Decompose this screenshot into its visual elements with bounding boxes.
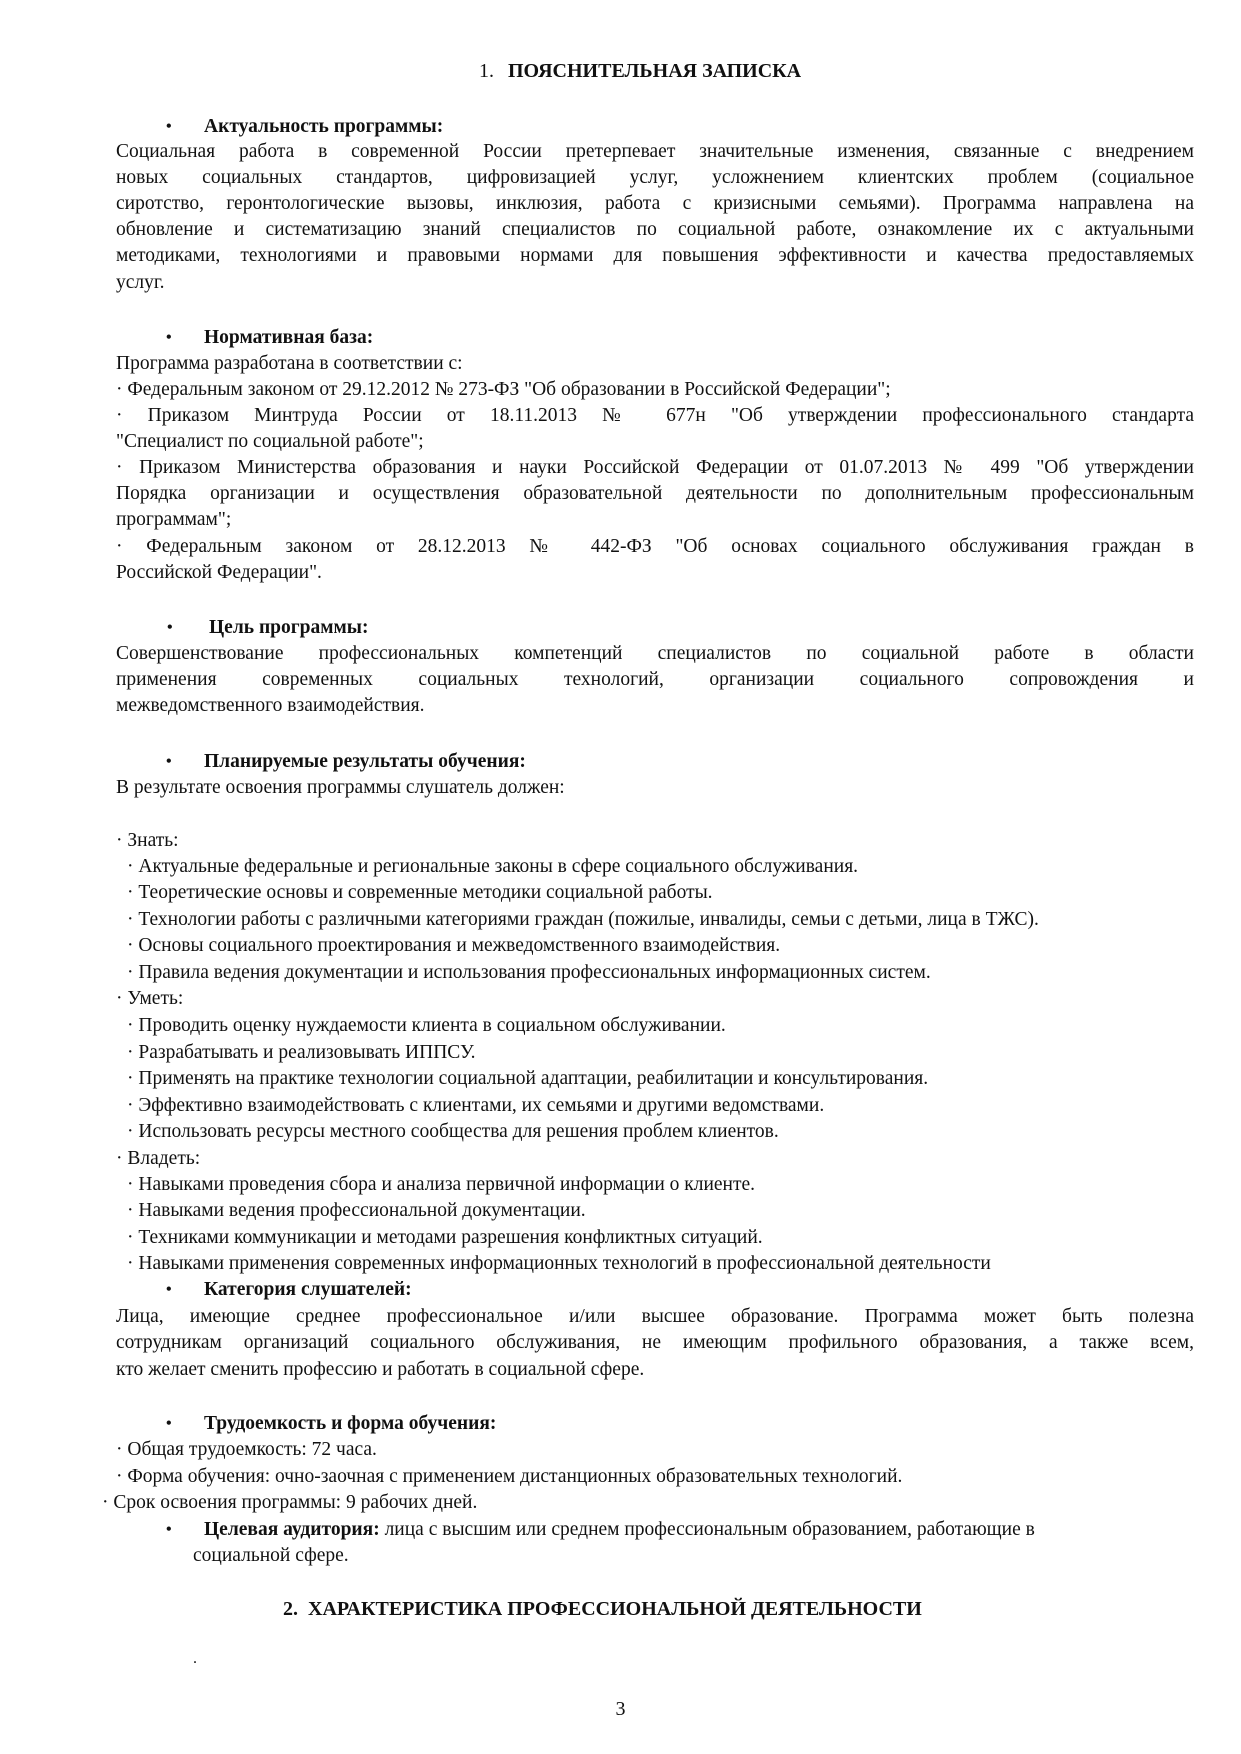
legal-basis-line: Программа разработана в соответствии с: xyxy=(116,353,463,374)
master-item: · Навыками применения современных информационных технологий в профессиональной деятельности xyxy=(127,1253,991,1274)
audience-heading: Целевая аудитория: xyxy=(204,1519,380,1540)
legal-basis-heading-text: Нормативная база: xyxy=(204,327,374,348)
category-heading-text: Категория слушателей: xyxy=(204,1279,412,1300)
relevance-line: услуг. xyxy=(116,272,165,293)
category-line: сотрудникам организаций социального обслуживания, не имеющим профильного образования, а также всем, xyxy=(116,1332,1194,1353)
relevance-heading xyxy=(166,114,443,140)
legal-basis-line: Российской Федерации". xyxy=(116,562,322,583)
relevance-line: методиками, технологиями и правовыми нормами для повышения эффективности и качества предоставляемых xyxy=(116,245,1194,266)
goal-heading-text: Цель программы: xyxy=(209,617,369,638)
bullet-icon: • xyxy=(166,1521,172,1538)
goal-line: Совершенствование профессиональных компетенций специалистов по социальной работе в области xyxy=(116,643,1194,664)
master-item: · Навыками ведения профессиональной документации. xyxy=(127,1200,586,1221)
know-item: · Технологии работы с различными категориями граждан (пожилые, инвалиды, семьи с детьми, лица в ТЖС). xyxy=(127,909,1039,930)
able-item: · Эффективно взаимодействовать с клиентами, их семьями и другими ведомствами. xyxy=(127,1095,825,1116)
bullet-icon: • xyxy=(166,1415,172,1432)
relevance-line: Социальная работа в современной России претерпевает значительные изменения, связанные с внедрением xyxy=(116,141,1194,162)
results-heading-text: Планируемые результаты обучения: xyxy=(204,751,526,772)
master-item: · Техниками коммуникации и методами разрешения конфликтных ситуаций. xyxy=(127,1227,763,1248)
workload-line: · Форма обучения: очно-заочная с применением дистанционных образовательных технологий. xyxy=(116,1466,903,1487)
able-item: · Разрабатывать и реализовывать ИППСУ. xyxy=(127,1042,476,1063)
results-intro: В результате освоения программы слушатель должен: xyxy=(116,777,565,798)
know-item: · Правила ведения документации и использования профессиональных информационных систем. xyxy=(127,962,931,983)
bullet-icon: • xyxy=(166,329,172,346)
section-1-heading xyxy=(479,60,801,83)
legal-basis-line: · Федеральным законом от 28.12.2013 № 442-ФЗ "Об основах социального обслуживания граждан в xyxy=(116,536,1194,557)
section-2-number: 2. xyxy=(283,1598,298,1620)
category-heading xyxy=(166,1277,412,1303)
know-item: · Теоретические основы и современные методики социальной работы. xyxy=(127,882,713,903)
able-item: · Проводить оценку нуждаемости клиента в социальном обслуживании. xyxy=(127,1015,726,1036)
audience-text: лица с высшим или среднем профессиональным образованием, работающие в xyxy=(379,1519,1035,1540)
workload-line: · Общая трудоемкость: 72 часа. xyxy=(116,1439,377,1460)
able-item: · Применять на практике технологии социальной адаптации, реабилитации и консультирования. xyxy=(127,1068,929,1089)
bullet-icon: • xyxy=(166,1281,172,1298)
legal-basis-line: программам"; xyxy=(116,509,232,530)
relevance-heading-text: Актуальность программы: xyxy=(204,116,444,137)
goal-line: межведомственного взаимодействия. xyxy=(116,695,425,716)
bullet-icon: • xyxy=(167,619,173,636)
legal-basis-line: · Приказом Минтруда России от 18.11.2013 № 677н "Об утверждении профессионального стандарта xyxy=(116,405,1194,426)
bullet-icon: • xyxy=(166,753,172,770)
audience-text-continued: социальной сфере. xyxy=(193,1545,349,1566)
able-item: · Использовать ресурсы местного сообщества для решения проблем клиентов. xyxy=(127,1121,779,1142)
legal-basis-line: Порядка организации и осуществления образовательной деятельности по дополнительным профессиональным xyxy=(116,483,1194,504)
page-number: 3 xyxy=(615,1698,626,1720)
bullet-icon: • xyxy=(166,118,172,135)
stray-dot: . xyxy=(193,1650,197,1667)
relevance-line: обновление и систематизацию знаний специалистов по социальной работе, ознакомление их с актуальными xyxy=(116,219,1194,240)
know-item: · Основы социального проектирования и межведомственного взаимодействия. xyxy=(127,935,781,956)
legal-basis-line: "Специалист по социальной работе"; xyxy=(116,431,424,452)
section-1-number: 1. xyxy=(479,60,494,82)
section-1-title: ПОЯСНИТЕЛЬНАЯ ЗАПИСКА xyxy=(508,60,802,82)
know-item: · Актуальные федеральные и региональные законы в сфере социального обслуживания. xyxy=(127,856,859,877)
legal-basis-line: · Федеральным законом от 29.12.2012 № 273-ФЗ "Об образовании в Российской Федерации"; xyxy=(116,379,891,400)
goal-heading xyxy=(167,615,369,641)
results-heading xyxy=(166,749,526,775)
workload-line: · Срок освоения программы: 9 рабочих дней. xyxy=(102,1492,478,1513)
legal-basis-line: · Приказом Министерства образования и науки Российской Федерации от 01.07.2013 № 499 "Об утверждении xyxy=(116,457,1194,478)
relevance-line: сиротство, геронтологические вызовы, инклюзия, работа с кризисными семьями). Программа направлена на xyxy=(116,193,1194,214)
legal-basis-heading xyxy=(166,325,373,351)
workload-heading-text: Трудоемкость и форма обучения: xyxy=(204,1413,497,1434)
master-item: · Навыками проведения сбора и анализа первичной информации о клиенте. xyxy=(127,1174,756,1195)
section-2-title: ХАРАКТЕРИСТИКА ПРОФЕССИОНАЛЬНОЙ ДЕЯТЕЛЬНОСТИ xyxy=(308,1598,922,1620)
master-label: · Владеть: xyxy=(116,1148,201,1169)
audience-item xyxy=(166,1517,1035,1543)
workload-heading xyxy=(166,1411,496,1437)
goal-line: применения современных социальных технологий, организации социального сопровождения и xyxy=(116,669,1194,690)
able-label: · Уметь: xyxy=(116,988,184,1009)
section-2-heading xyxy=(283,1598,922,1621)
relevance-line: новых социальных стандартов, цифровизацией услуг, усложнением клиентских проблем (социальное xyxy=(116,167,1194,188)
category-line: кто желает сменить профессию и работать в социальной сфере. xyxy=(116,1359,645,1380)
category-line: Лица, имеющие среднее профессиональное и/или высшее образование. Программа может быть полезна xyxy=(116,1306,1194,1327)
know-label: · Знать: xyxy=(116,830,179,851)
